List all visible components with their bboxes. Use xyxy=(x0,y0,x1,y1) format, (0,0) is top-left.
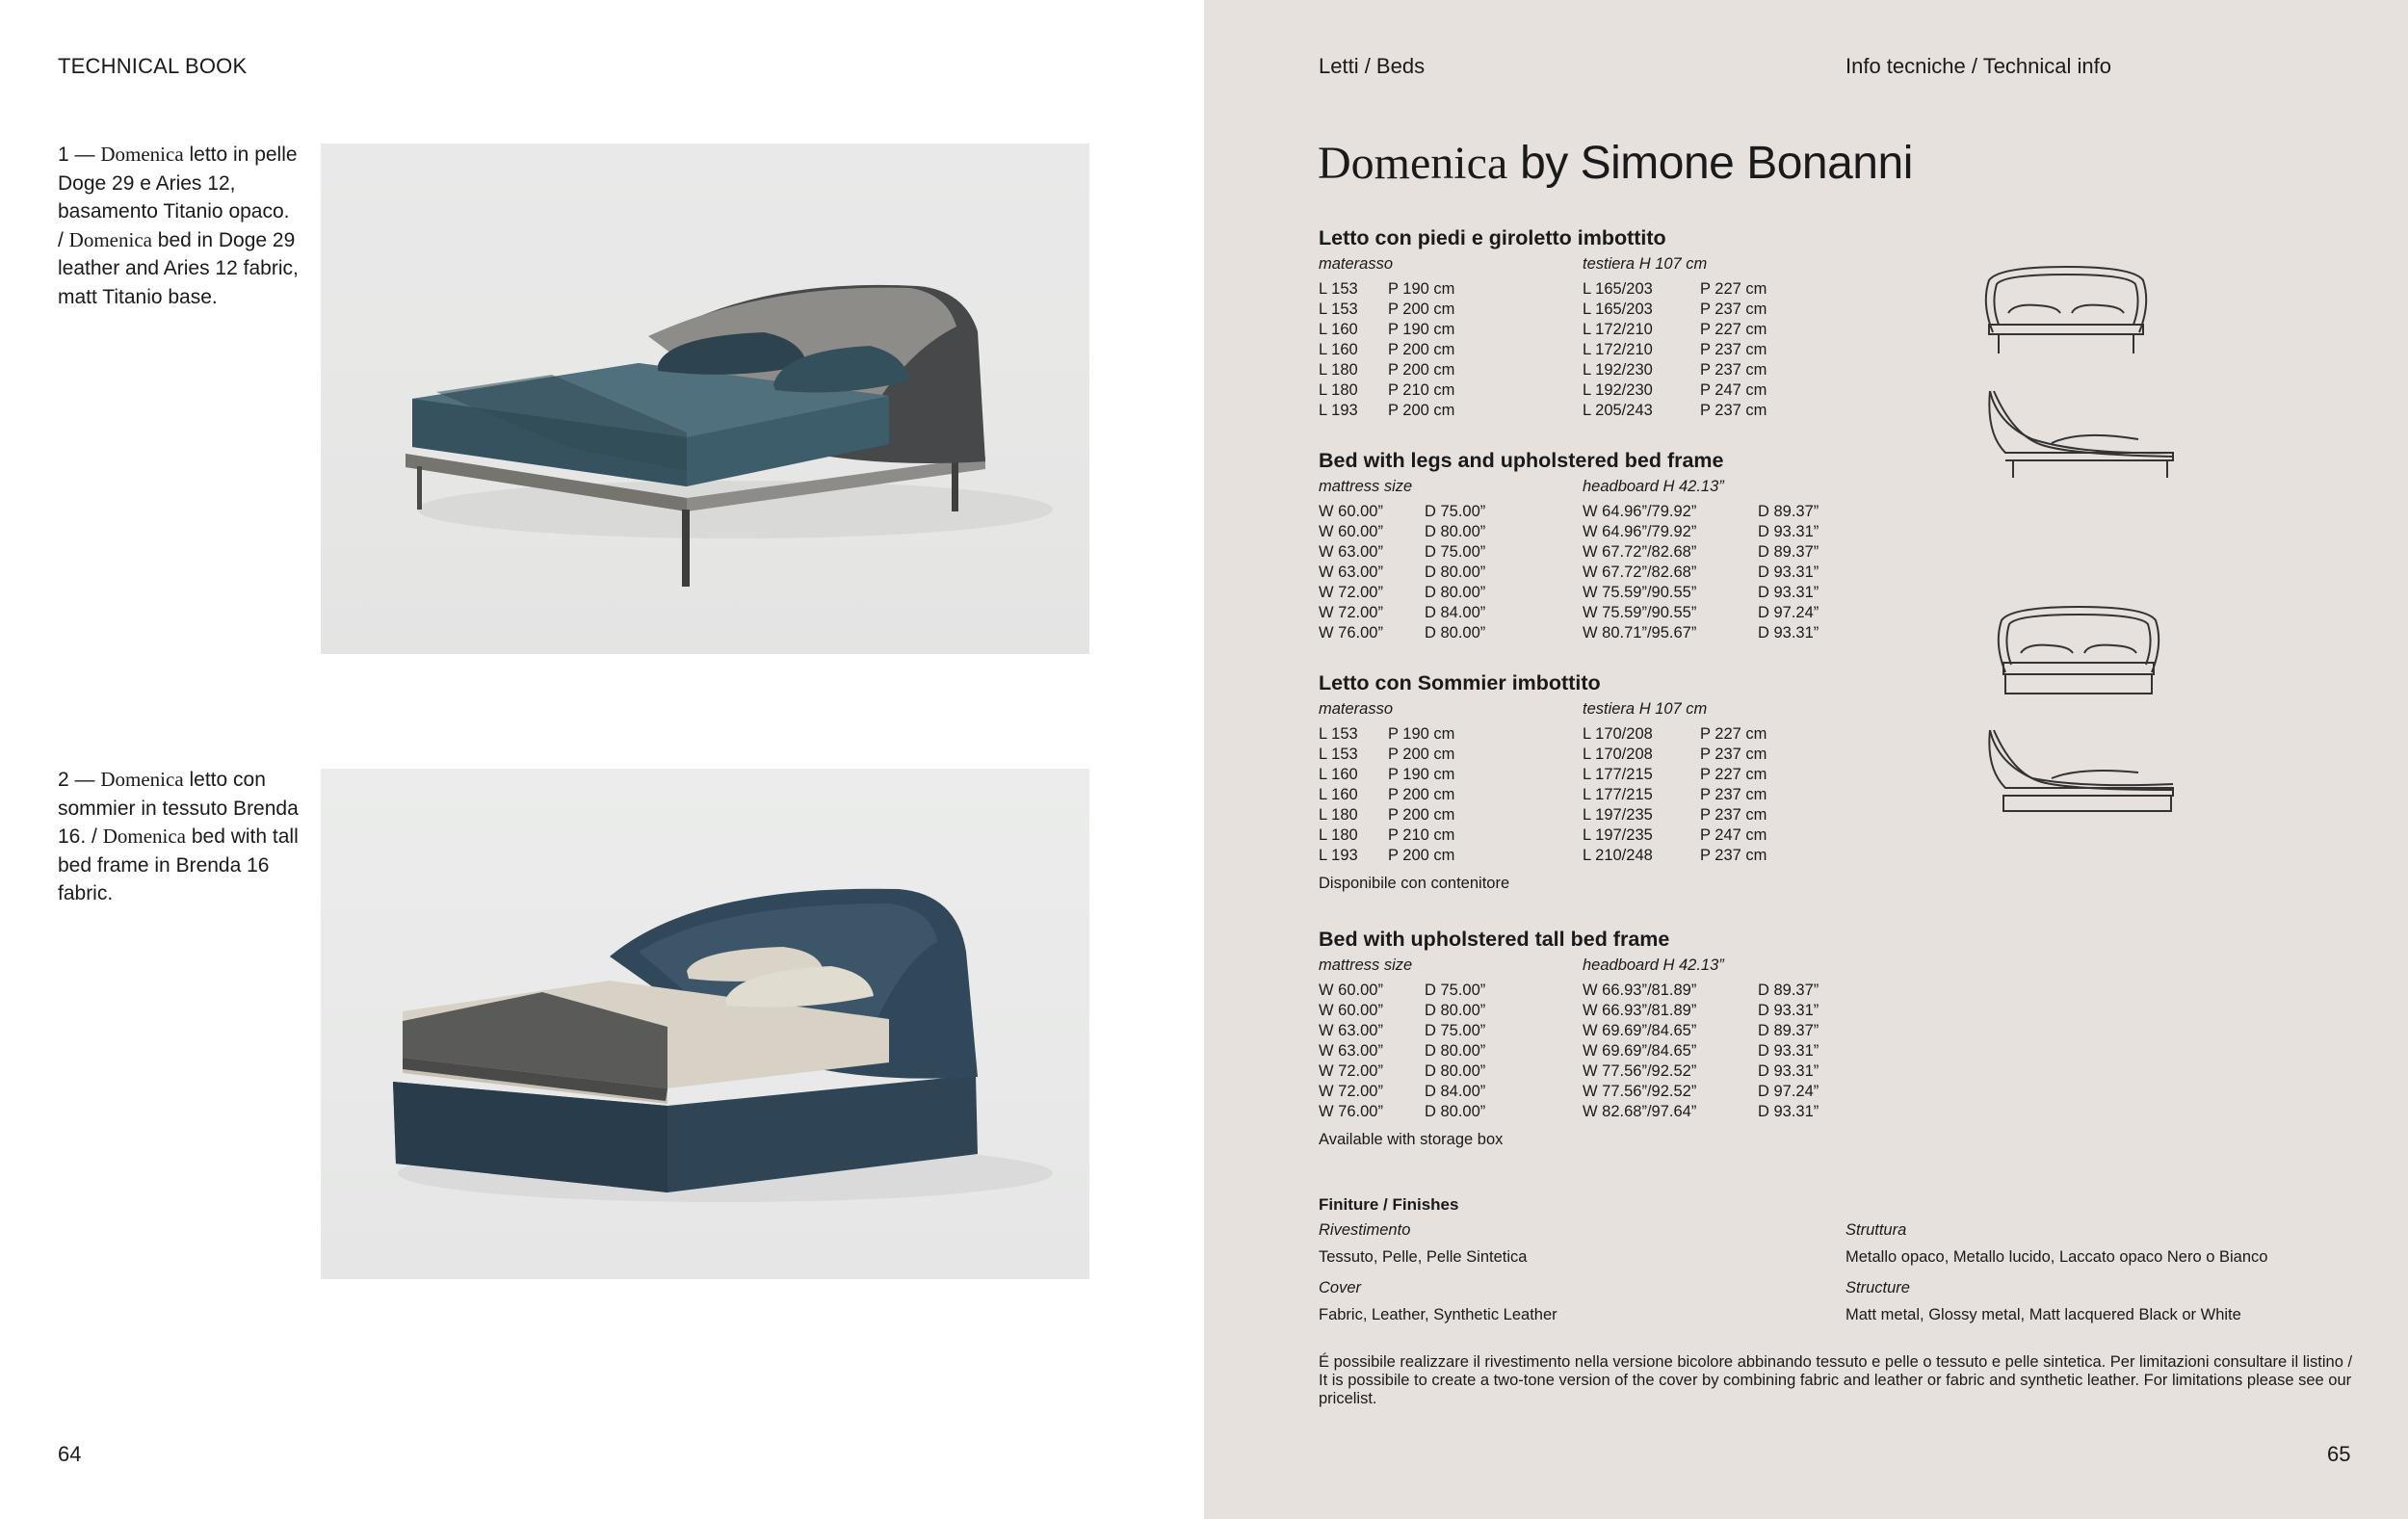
footnote: É possibile realizzare il rivestimento nella versione bicolore abbinando tessuto e pelle o tessuto e pelle sintetica. Per limitazioni consultare il listino / It is possibile to create a two-tone version of the cover by combining fabric and leather or fabric and synthetic leather. For limitations please see our pricelist. xyxy=(1319,1353,2353,1407)
spec-row xyxy=(1319,320,1897,340)
spec-row xyxy=(1319,522,1897,542)
spec-cell-mattress-width: L 153 xyxy=(1319,280,1358,298)
finish-label-structure: Structure xyxy=(1845,1279,1910,1296)
spec-row xyxy=(1319,724,1897,745)
spec-cell-mattress-depth: P 200 cm xyxy=(1388,847,1455,864)
spec-row xyxy=(1319,360,1897,380)
spec-block-legs-en xyxy=(1319,447,1897,643)
spec-row xyxy=(1319,401,1897,421)
caption-1-text-it: letto in pelle Doge 29 e Aries 12, basamento Titanio opaco. / xyxy=(58,144,298,251)
spec-row xyxy=(1319,623,1897,643)
spec-block-sommier-en xyxy=(1319,926,1897,1150)
page-number-left: 64 xyxy=(58,1442,82,1466)
spec-row xyxy=(1319,981,1897,1001)
finishes-structure-column xyxy=(1845,1219,2366,1325)
spec-cell-mattress-depth: D 84.00” xyxy=(1425,604,1486,621)
spec-cell-overall-depth: D 97.24” xyxy=(1758,1083,1819,1100)
finish-value-structure: Matt metal, Glossy metal, Matt lacquered Black or White xyxy=(1845,1306,2241,1323)
spec-cell-mattress-depth: P 200 cm xyxy=(1388,301,1455,318)
spec-cell-mattress-depth: P 200 cm xyxy=(1388,786,1455,803)
spec-cell-overall-width: L 165/203 xyxy=(1583,301,1653,318)
spec-rows xyxy=(1319,724,1897,866)
spec-cell-overall-depth: D 89.37” xyxy=(1758,1022,1819,1039)
spec-cell-mattress-width: L 153 xyxy=(1319,746,1358,763)
drawing-legs-side xyxy=(1984,385,2177,482)
spec-cell-mattress-width: W 60.00” xyxy=(1319,523,1383,540)
finishes-title: Finiture / Finishes xyxy=(1319,1195,1459,1214)
drawing-sommier-side xyxy=(1984,724,2177,816)
spec-cell-overall-width: L 192/230 xyxy=(1583,361,1653,379)
spec-cell-overall-width: L 170/208 xyxy=(1583,746,1653,763)
spec-cell-mattress-width: L 160 xyxy=(1319,766,1358,783)
spec-cell-overall-depth: D 93.31” xyxy=(1758,624,1819,642)
spec-cell-overall-depth: P 237 cm xyxy=(1700,402,1767,419)
spec-cell-overall-depth: P 237 cm xyxy=(1700,341,1767,358)
caption-2-text-it: letto con sommier in tessuto Brenda 16. / xyxy=(58,769,299,848)
spec-row xyxy=(1319,380,1897,401)
drawing-legs-front xyxy=(1979,265,2153,356)
spec-head-headboard: testiera H 107 cm xyxy=(1583,255,1708,273)
spec-cell-mattress-width: W 72.00” xyxy=(1319,604,1383,621)
spec-rows xyxy=(1319,279,1897,421)
spec-cell-overall-width: W 75.59”/90.55” xyxy=(1583,584,1697,601)
spec-cell-overall-width: W 75.59”/90.55” xyxy=(1583,604,1697,621)
spec-cell-overall-width: W 67.72”/82.68” xyxy=(1583,563,1697,581)
spec-cell-overall-width: L 165/203 xyxy=(1583,280,1653,298)
spec-title: Letto con piedi e giroletto imbottito xyxy=(1319,226,1666,249)
spec-cell-overall-width: W 64.96”/79.92” xyxy=(1583,523,1697,540)
running-header-left: TECHNICAL BOOK xyxy=(58,54,248,78)
spec-cell-mattress-depth: P 200 cm xyxy=(1388,746,1455,763)
spec-row xyxy=(1319,1082,1897,1102)
spec-rows xyxy=(1319,981,1897,1122)
spec-cell-mattress-width: L 193 xyxy=(1319,847,1358,864)
spec-cell-mattress-width: W 72.00” xyxy=(1319,584,1383,601)
spec-cell-mattress-depth: D 80.00” xyxy=(1425,563,1486,581)
spec-row xyxy=(1319,563,1897,583)
spec-cell-overall-depth: D 89.37” xyxy=(1758,982,1819,999)
spec-cell-mattress-width: L 153 xyxy=(1319,301,1358,318)
finish-value-rivestimento: Tessuto, Pelle, Pelle Sintetica xyxy=(1319,1248,1528,1266)
spec-cell-mattress-depth: P 200 cm xyxy=(1388,361,1455,379)
spec-cell-overall-width: W 82.68”/97.64” xyxy=(1583,1103,1697,1120)
spec-cell-overall-depth: P 237 cm xyxy=(1700,361,1767,379)
bed-photo-1 xyxy=(321,144,1089,654)
spec-cell-mattress-depth: D 75.00” xyxy=(1425,982,1486,999)
spec-cell-overall-depth: P 247 cm xyxy=(1700,826,1767,844)
spec-row xyxy=(1319,745,1897,765)
spec-cell-overall-depth: P 237 cm xyxy=(1700,847,1767,864)
spec-note: Available with storage box xyxy=(1319,1131,1504,1148)
spec-cell-mattress-width: L 160 xyxy=(1319,341,1358,358)
spec-cell-overall-width: W 69.69”/84.65” xyxy=(1583,1042,1697,1060)
spec-cell-overall-width: L 205/243 xyxy=(1583,402,1653,419)
spec-cell-mattress-depth: D 80.00” xyxy=(1425,1103,1486,1120)
spec-cell-overall-width: L 177/215 xyxy=(1583,786,1653,803)
spec-cell-mattress-depth: P 190 cm xyxy=(1388,766,1455,783)
spec-cell-overall-depth: D 93.31” xyxy=(1758,563,1819,581)
caption-1-number: 1 — xyxy=(58,144,101,166)
spec-cell-mattress-width: W 60.00” xyxy=(1319,503,1383,520)
spec-cell-overall-depth: D 93.31” xyxy=(1758,523,1819,540)
spec-cell-overall-width: L 172/210 xyxy=(1583,321,1653,338)
caption-2-model-name: Domenica xyxy=(100,768,184,791)
spec-cell-mattress-width: W 63.00” xyxy=(1319,543,1383,561)
spec-cell-overall-width: L 177/215 xyxy=(1583,766,1653,783)
spec-row xyxy=(1319,603,1897,623)
spec-cell-mattress-width: L 153 xyxy=(1319,725,1358,743)
spec-title: Letto con Sommier imbottito xyxy=(1319,671,1601,694)
caption-1-text-en: bed in Doge 29 leather and Aries 12 fabric, matt Titanio base. xyxy=(58,228,299,308)
spec-cell-mattress-depth: D 80.00” xyxy=(1425,523,1486,540)
spec-cell-mattress-width: L 180 xyxy=(1319,381,1358,399)
spec-cell-overall-width: W 64.96”/79.92” xyxy=(1583,503,1697,520)
spec-cell-overall-depth: P 237 cm xyxy=(1700,806,1767,824)
spec-cell-overall-depth: D 93.31” xyxy=(1758,1103,1819,1120)
caption-2 xyxy=(58,766,299,908)
spec-cell-mattress-depth: D 75.00” xyxy=(1425,503,1486,520)
spec-head-mattress: mattress size xyxy=(1319,478,1413,495)
spec-row xyxy=(1319,1061,1897,1082)
spec-cell-overall-width: L 172/210 xyxy=(1583,341,1653,358)
finish-label-cover: Cover xyxy=(1319,1279,1362,1296)
spec-cell-overall-width: L 192/230 xyxy=(1583,381,1653,399)
spec-cell-overall-depth: D 93.31” xyxy=(1758,1042,1819,1060)
spec-cell-mattress-depth: P 190 cm xyxy=(1388,725,1455,743)
spec-cell-mattress-width: W 76.00” xyxy=(1319,624,1383,642)
spec-cell-overall-depth: P 247 cm xyxy=(1700,381,1767,399)
spec-cell-mattress-depth: D 75.00” xyxy=(1425,543,1486,561)
spec-cell-mattress-depth: D 80.00” xyxy=(1425,1062,1486,1080)
spec-cell-overall-depth: D 93.31” xyxy=(1758,1002,1819,1019)
spec-row xyxy=(1319,1041,1897,1061)
spec-cell-overall-depth: P 227 cm xyxy=(1700,766,1767,783)
spec-cell-mattress-width: L 160 xyxy=(1319,321,1358,338)
spec-cell-overall-width: L 197/235 xyxy=(1583,806,1653,824)
spec-cell-overall-depth: P 227 cm xyxy=(1700,321,1767,338)
spec-cell-overall-width: W 67.72”/82.68” xyxy=(1583,543,1697,561)
spec-cell-mattress-width: L 180 xyxy=(1319,806,1358,824)
spec-head-mattress: materasso xyxy=(1319,700,1394,718)
spec-column-headers xyxy=(1319,956,1897,978)
spec-column-headers xyxy=(1319,478,1897,499)
spec-cell-mattress-width: L 180 xyxy=(1319,361,1358,379)
spec-cell-mattress-width: W 60.00” xyxy=(1319,1002,1383,1019)
spec-row xyxy=(1319,785,1897,805)
spec-cell-overall-width: W 77.56”/92.52” xyxy=(1583,1083,1697,1100)
spec-cell-overall-width: W 80.71”/95.67” xyxy=(1583,624,1697,642)
caption-1-model-name-en: Domenica xyxy=(68,227,152,251)
spec-row xyxy=(1319,765,1897,785)
finish-label-rivestimento: Rivestimento xyxy=(1319,1221,1411,1239)
spec-cell-mattress-depth: P 200 cm xyxy=(1388,806,1455,824)
caption-2-number: 2 — xyxy=(58,769,101,791)
spec-head-mattress: materasso xyxy=(1319,255,1394,273)
spec-head-headboard: headboard H 42.13” xyxy=(1583,478,1724,495)
spec-column-headers xyxy=(1319,255,1897,276)
spec-title: Bed with upholstered tall bed frame xyxy=(1319,928,1670,951)
spec-cell-mattress-depth: P 210 cm xyxy=(1388,826,1455,844)
spec-cell-mattress-width: W 72.00” xyxy=(1319,1083,1383,1100)
spec-row xyxy=(1319,1001,1897,1021)
spec-cell-mattress-depth: P 200 cm xyxy=(1388,402,1455,419)
spec-row xyxy=(1319,846,1897,866)
spec-cell-overall-width: L 210/248 xyxy=(1583,847,1653,864)
spec-head-mattress: mattress size xyxy=(1319,956,1413,974)
spec-cell-mattress-depth: P 210 cm xyxy=(1388,381,1455,399)
spec-head-headboard: testiera H 107 cm xyxy=(1583,700,1708,718)
running-header-info: Info tecniche / Technical info xyxy=(1845,54,2111,78)
spec-cell-mattress-width: L 180 xyxy=(1319,826,1358,844)
spec-cell-overall-depth: D 89.37” xyxy=(1758,503,1819,520)
spec-cell-overall-width: W 66.93”/81.89” xyxy=(1583,1002,1697,1019)
spec-cell-mattress-depth: D 80.00” xyxy=(1425,624,1486,642)
spec-cell-mattress-depth: D 80.00” xyxy=(1425,584,1486,601)
spec-cell-overall-depth: D 93.31” xyxy=(1758,1062,1819,1080)
spec-column-headers xyxy=(1319,700,1897,721)
finish-value-cover: Fabric, Leather, Synthetic Leather xyxy=(1319,1306,1557,1323)
finish-value-struttura: Metallo opaco, Metallo lucido, Laccato opaco Nero o Bianco xyxy=(1845,1248,2268,1266)
spec-rows xyxy=(1319,502,1897,643)
spec-cell-mattress-width: W 72.00” xyxy=(1319,1062,1383,1080)
spec-row xyxy=(1319,583,1897,603)
spec-cell-overall-depth: P 237 cm xyxy=(1700,786,1767,803)
page-number-right: 65 xyxy=(2327,1442,2351,1466)
spec-note: Disponibile con contenitore xyxy=(1319,875,1510,892)
spec-cell-mattress-depth: P 190 cm xyxy=(1388,321,1455,338)
spec-cell-overall-width: W 66.93”/81.89” xyxy=(1583,982,1697,999)
spec-cell-mattress-width: W 63.00” xyxy=(1319,1042,1383,1060)
spec-cell-overall-depth: D 93.31” xyxy=(1758,584,1819,601)
product-title xyxy=(1318,135,1913,193)
spec-row xyxy=(1319,1021,1897,1041)
finish-label-struttura: Struttura xyxy=(1845,1221,1907,1239)
spec-cell-overall-depth: P 237 cm xyxy=(1700,746,1767,763)
spec-cell-mattress-depth: D 80.00” xyxy=(1425,1042,1486,1060)
spec-row xyxy=(1319,542,1897,563)
spec-cell-mattress-depth: D 80.00” xyxy=(1425,1002,1486,1019)
spec-row xyxy=(1319,300,1897,320)
spec-row xyxy=(1319,805,1897,825)
spec-cell-mattress-width: L 160 xyxy=(1319,786,1358,803)
spec-cell-mattress-depth: D 84.00” xyxy=(1425,1083,1486,1100)
spec-cell-mattress-depth: P 200 cm xyxy=(1388,341,1455,358)
spec-cell-overall-width: W 77.56”/92.52” xyxy=(1583,1062,1697,1080)
spec-cell-mattress-width: W 76.00” xyxy=(1319,1103,1383,1120)
bed-with-legs-image xyxy=(321,144,1089,654)
finishes-section xyxy=(1319,1194,2359,1323)
product-title-designer: by Simone Bonanni xyxy=(1507,138,1913,189)
spec-cell-overall-depth: P 227 cm xyxy=(1700,725,1767,743)
spec-row xyxy=(1319,502,1897,522)
spec-cell-mattress-width: W 63.00” xyxy=(1319,1022,1383,1039)
spec-block-sommier-it xyxy=(1319,669,1897,894)
bed-photo-2 xyxy=(321,769,1089,1279)
spec-cell-mattress-depth: P 190 cm xyxy=(1388,280,1455,298)
spec-title: Bed with legs and upholstered bed frame xyxy=(1319,449,1724,472)
spec-cell-overall-depth: D 97.24” xyxy=(1758,604,1819,621)
spec-row xyxy=(1319,825,1897,846)
spec-cell-overall-depth: P 227 cm xyxy=(1700,280,1767,298)
running-header-section: Letti / Beds xyxy=(1319,54,1426,78)
spec-cell-mattress-width: L 193 xyxy=(1319,402,1358,419)
spec-row xyxy=(1319,340,1897,360)
spec-cell-overall-depth: P 237 cm xyxy=(1700,301,1767,318)
spec-cell-overall-width: L 197/235 xyxy=(1583,826,1653,844)
spec-cell-overall-depth: D 89.37” xyxy=(1758,543,1819,561)
spec-head-headboard: headboard H 42.13” xyxy=(1583,956,1724,974)
caption-2-model-name-en: Domenica xyxy=(102,825,186,848)
spec-cell-mattress-width: W 63.00” xyxy=(1319,563,1383,581)
spec-cell-mattress-width: W 60.00” xyxy=(1319,982,1383,999)
spec-block-legs-it xyxy=(1319,224,1897,421)
spec-cell-overall-width: L 170/208 xyxy=(1583,725,1653,743)
caption-2-text-en: bed with tall bed frame in Brenda 16 fabric. xyxy=(58,825,299,904)
caption-1 xyxy=(58,141,299,311)
caption-1-model-name: Domenica xyxy=(100,143,184,166)
drawing-sommier-front xyxy=(1992,605,2165,696)
finishes-cover-column xyxy=(1319,1219,1839,1325)
spec-cell-overall-width: W 69.69”/84.65” xyxy=(1583,1022,1697,1039)
product-title-model: Domenica xyxy=(1318,138,1508,189)
spec-cell-mattress-depth: D 75.00” xyxy=(1425,1022,1486,1039)
spec-row xyxy=(1319,1102,1897,1122)
bed-with-sommier-image xyxy=(321,769,1089,1279)
spec-row xyxy=(1319,279,1897,300)
